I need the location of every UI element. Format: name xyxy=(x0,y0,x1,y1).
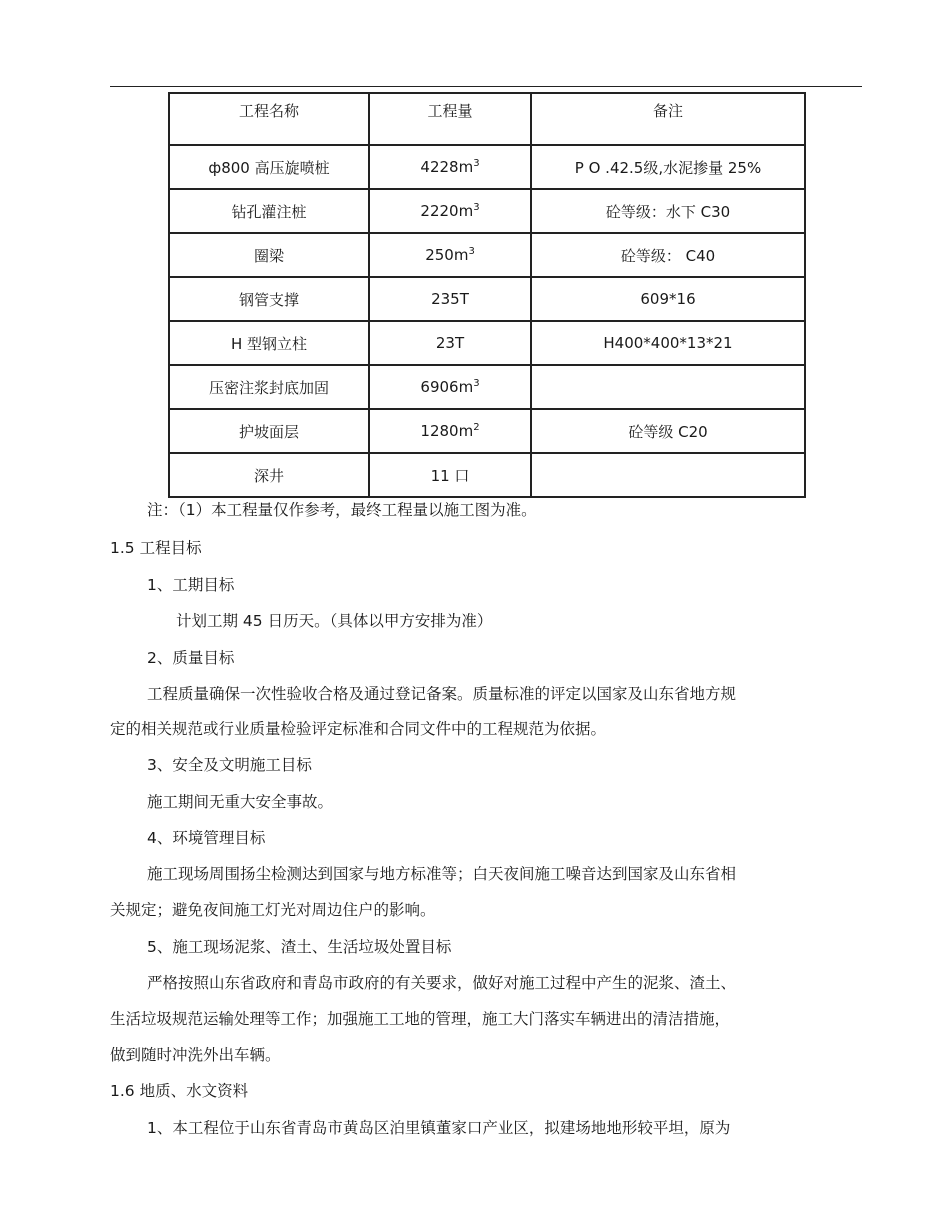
goal-text-waste-line1: 严格按照山东省政府和青岛市政府的有关要求，做好对施工过程中产生的泥浆、渣土、 xyxy=(147,974,737,992)
table-row xyxy=(169,277,805,321)
goal-text-schedule: 计划工期 45 日历天。（具体以甲方安排为准） xyxy=(176,612,493,630)
goal-title-schedule: 1、工期目标 xyxy=(147,576,235,594)
qty-unit-sup: 3 xyxy=(473,378,480,389)
table-row xyxy=(169,365,805,409)
goal-text-waste-line2: 生活垃圾规范运输处理等工作；加强施工工地的管理，施工大门落实车辆进出的清洁措施， xyxy=(110,1010,731,1028)
cell-note: H400*400*13*21 xyxy=(531,321,805,365)
cell-name: H 型钢立柱 xyxy=(169,321,369,365)
table-footnote: 注：（1）本工程量仅作参考，最终工程量以施工图为准。 xyxy=(147,501,537,519)
cell-note: 砼等级：水下 C30 xyxy=(531,189,805,233)
qty-value: 11 口 xyxy=(430,466,470,485)
table-row xyxy=(169,189,805,233)
cell-qty xyxy=(369,321,531,365)
qty-unit-sup: 3 xyxy=(473,202,480,213)
cell-name: 护坡面层 xyxy=(169,409,369,453)
cell-qty xyxy=(369,145,531,189)
quantity-table xyxy=(168,92,806,498)
cell-name: 压密注浆封底加固 xyxy=(169,365,369,409)
cell-qty xyxy=(369,453,531,497)
cell-note: 砼等级： C40 xyxy=(531,233,805,277)
cell-qty xyxy=(369,233,531,277)
goal-text-environment-line1: 施工现场周围扬尘检测达到国家与地方标准等；白天夜间施工噪音达到国家及山东省相 xyxy=(147,865,737,883)
geology-paragraph-1: 1、本工程位于山东省青岛市黄岛区泊里镇董家口产业区，拟建场地地形较平坦，原为 xyxy=(147,1119,731,1137)
table-row xyxy=(169,321,805,365)
cell-name: 圈梁 xyxy=(169,233,369,277)
qty-value: 4228m xyxy=(420,158,474,176)
header-rule xyxy=(110,86,862,87)
cell-name: 钢管支撑 xyxy=(169,277,369,321)
goal-text-environment-line2: 关规定；避免夜间施工灯光对周边住户的影响。 xyxy=(110,901,436,919)
header-cell-qty: 工程量 xyxy=(369,93,531,145)
table-row xyxy=(169,409,805,453)
cell-name: ф800 高压旋喷桩 xyxy=(169,145,369,189)
qty-value: 235T xyxy=(431,290,469,308)
table-row xyxy=(169,233,805,277)
goal-text-quality-line2: 定的相关规范或行业质量检验评定标准和合同文件中的工程规范为依据。 xyxy=(110,720,607,738)
cell-note: 砼等级 C20 xyxy=(531,409,805,453)
header-cell-name: 工程名称 xyxy=(169,93,369,145)
cell-qty xyxy=(369,409,531,453)
goal-title-safety: 3、安全及文明施工目标 xyxy=(147,756,312,774)
qty-value: 6906m xyxy=(420,378,474,396)
cell-name: 钻孔灌注桩 xyxy=(169,189,369,233)
qty-unit-sup: 2 xyxy=(473,422,480,433)
header-cell-note: 备注 xyxy=(531,93,805,145)
section-heading-1-6: 1.6 地质、水文资料 xyxy=(110,1082,249,1100)
qty-unit-sup: 3 xyxy=(473,158,480,169)
goal-title-waste: 5、施工现场泥浆、渣土、生活垃圾处置目标 xyxy=(147,938,452,956)
cell-qty xyxy=(369,365,531,409)
cell-name: 深井 xyxy=(169,453,369,497)
cell-note: P O .42.5级,水泥掺量 25% xyxy=(531,145,805,189)
cell-note xyxy=(531,453,805,497)
cell-note: 609*16 xyxy=(531,277,805,321)
section-heading-1-5: 1.5 工程目标 xyxy=(110,539,202,557)
goal-text-waste-line3: 做到随时冲洗外出车辆。 xyxy=(110,1046,281,1064)
cell-qty xyxy=(369,277,531,321)
qty-unit-sup: 3 xyxy=(468,246,475,257)
cell-note xyxy=(531,365,805,409)
qty-value: 1280m xyxy=(420,422,474,440)
table-row xyxy=(169,453,805,497)
table-header-row xyxy=(169,93,805,145)
qty-value: 23T xyxy=(435,334,465,352)
cell-qty xyxy=(369,189,531,233)
goal-text-quality-line1: 工程质量确保一次性验收合格及通过登记备案。质量标准的评定以国家及山东省地方规 xyxy=(147,685,737,703)
goal-title-environment: 4、环境管理目标 xyxy=(147,829,266,847)
goal-text-safety: 施工期间无重大安全事故。 xyxy=(147,793,334,811)
qty-value: 2220m xyxy=(420,202,474,220)
goal-title-quality: 2、质量目标 xyxy=(147,649,235,667)
table-row xyxy=(169,145,805,189)
qty-value: 250m xyxy=(425,246,469,264)
